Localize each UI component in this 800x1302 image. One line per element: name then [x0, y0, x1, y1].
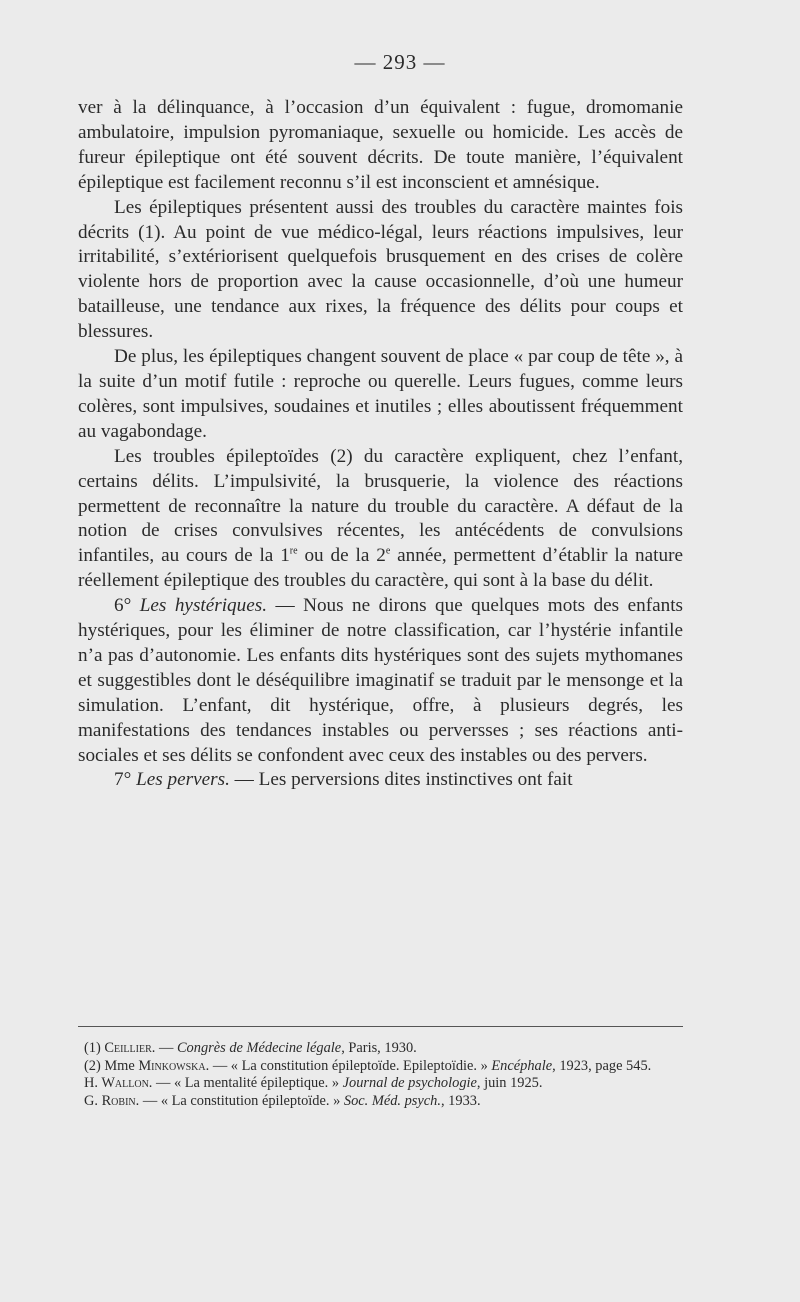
- footnote-marker: (1): [84, 1040, 101, 1056]
- footnote-title: Congrès de Médecine légale: [176, 1040, 342, 1056]
- paragraph-4-text-b: ou de la 2: [297, 545, 386, 567]
- body-text: [78, 96, 683, 793]
- footnote-author: Minkowska.: [138, 1057, 210, 1074]
- section-number: 7°: [114, 769, 132, 791]
- paragraph-4-text-a: Les troubles épileptoïdes (2) du caractère expliquent, chez l’enfant, certains délits. L’impulsivité, la brusquerie, la violence des réactions permettent de reconnaître la nature du trouble du caractère. A défaut de la notion de crises convulsives récentes, les antécédents de convulsions infantiles, au cours de la 1: [78, 445, 683, 567]
- footnote-journal: Encéphale: [491, 1057, 553, 1074]
- footnote-3: [78, 1075, 683, 1093]
- superscript-e: e: [385, 545, 391, 557]
- paragraph-2: Les épileptiques présentent aussi des troubles du caractère maintes fois décrits (1). Au point de vue médico-légal, leurs réactions impulsives, leur irritabilité, s’extériorisent quelquefois brusquement en des crises de colère violente hors de proportion avec la cause occasionnelle, d’où une humeur batailleuse, une tendance aux rixes, la fréquence des délits pour coups et blessures.: [78, 196, 683, 343]
- footnote-separator: —: [155, 1040, 177, 1056]
- footnote-2: [78, 1058, 683, 1076]
- section-text: — Nous ne dirons que quelques mots des enfants hystériques, pour les éliminer de notre classification, car l’hystérie infantile n’a pas d’autonomie. Les enfants dits hystériques sont des sujets mythomanes et suggestibles dont le déséquilibre imaginatif se traduit par le mensonge et la simulation. L’enfant, dit hystérique, offre, à plusieurs degrés, les manifestations des tendances instables ou perversses ; ses réactions anti-sociales et ses délits se confondent avec ceux des instables ou des pervers.: [78, 595, 683, 766]
- section-title: Les hystériques.: [139, 595, 268, 617]
- footnote-text: — « La constitution épileptoïde. »: [139, 1092, 344, 1109]
- footnote-author: H. Wallon.: [84, 1075, 153, 1092]
- section-title: Les pervers.: [136, 769, 230, 791]
- section-number: 6°: [114, 595, 132, 617]
- footnotes: [78, 1040, 683, 1110]
- footnote-journal: Soc. Méd. psych.: [343, 1092, 441, 1109]
- footnote-1: [78, 1040, 683, 1058]
- footnote-divider: [78, 1026, 683, 1027]
- footnote-text: — « La mentalité épileptique. »: [152, 1075, 343, 1092]
- footnote-prefix: Mme: [104, 1057, 139, 1074]
- page-number: — 293 —: [354, 50, 446, 74]
- footnote-author: Ceillier.: [104, 1040, 156, 1056]
- footnote-rest: , 1933.: [440, 1092, 481, 1109]
- superscript-re: re: [289, 545, 298, 557]
- paragraph-4-text-c: année, permettent d’établir la nature réellement épileptique des troubles du caractère, qui sont à la base du délit.: [78, 545, 683, 592]
- paragraph-4: [78, 445, 683, 594]
- section-pervers: [78, 768, 683, 793]
- paragraph-1: ver à la délinquance, à l’occasion d’un équivalent : fugue, dromomanie ambulatoire, impulsion pyromaniaque, sexuelle ou homicide. Les accès de fureur épileptique ont été souvent décrits. De toute manière, l’équivalent épileptique est facilement reconnu s’il est inconscient et amnésique.: [78, 97, 683, 193]
- section-hysteriques: [78, 594, 683, 768]
- footnote-text: — « La constitution épileptoïde. Epileptoïdie. »: [209, 1057, 492, 1074]
- footnote-rest: , juin 1925.: [476, 1075, 543, 1092]
- footnote-journal: Journal de psychologie: [342, 1075, 477, 1092]
- footnote-4: [78, 1093, 683, 1111]
- footnote-rest: , 1923, page 545.: [552, 1057, 652, 1074]
- section-text: — Les perversions dites instinctives ont fait: [229, 769, 573, 791]
- footnote-rest: , Paris, 1930.: [341, 1040, 417, 1056]
- paragraph-3: De plus, les épileptiques changent souvent de place « par coup de tête », à la suite d’un motif futile : reproche ou querelle. Leurs fugues, comme leurs colères, sont impulsives, soudaines et inutiles ; elles aboutissent fréquemment au vagabondage.: [78, 346, 683, 442]
- footnote-author: G. Robin.: [84, 1092, 140, 1109]
- footnote-marker: (2): [84, 1057, 101, 1074]
